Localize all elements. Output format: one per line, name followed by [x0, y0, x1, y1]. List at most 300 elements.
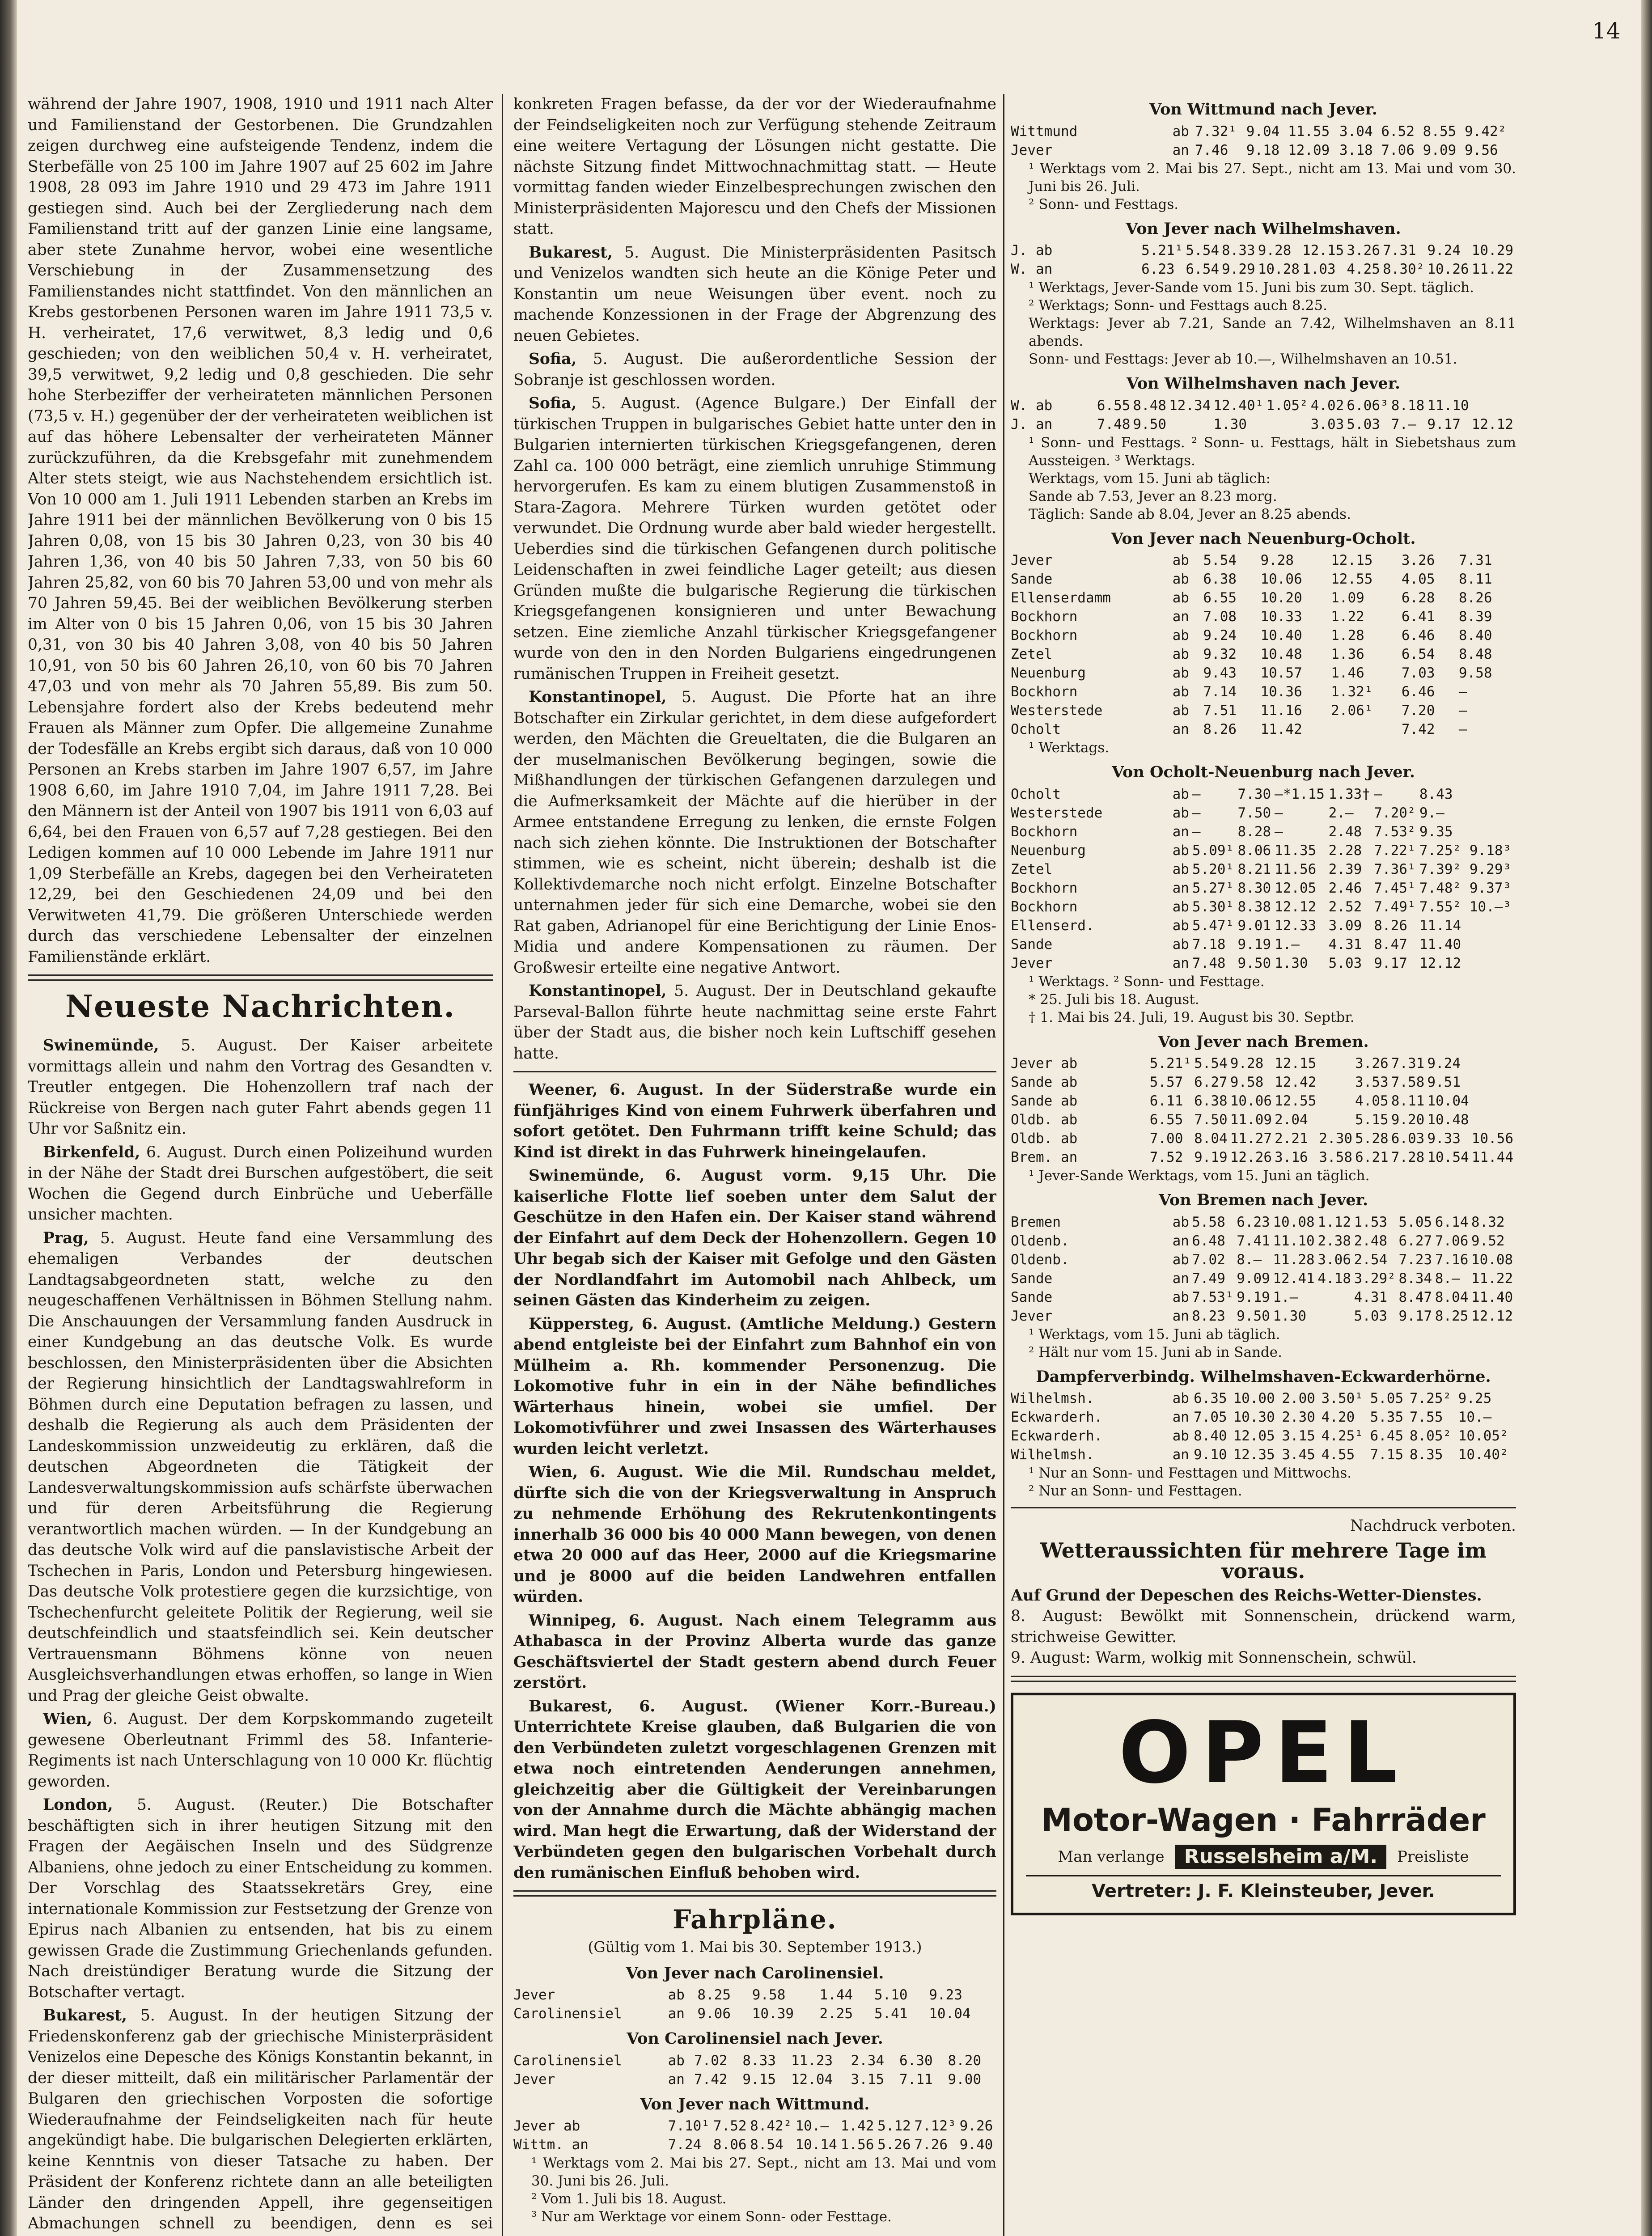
departure-time: 7.48 [1192, 955, 1226, 971]
departure-time: 12.15 [1275, 1055, 1317, 1071]
divider [1011, 1676, 1516, 1682]
departure-time: 2.00 [1282, 1390, 1315, 1406]
divider [513, 1890, 996, 1897]
departure-time: 7.48² 9.37³ [1419, 880, 1512, 896]
departure-time: 7.45¹ [1374, 880, 1416, 896]
departure-time: 6.38 [1203, 571, 1237, 587]
departure-time: 6.55 [1203, 590, 1237, 606]
departure-time: 12.55 [1275, 1093, 1317, 1109]
timetable-row [1011, 415, 1516, 434]
departure-time: 5.21¹ [1141, 242, 1183, 258]
departure-time: 9.29 [1222, 261, 1255, 277]
timetable-row [1011, 1073, 1516, 1092]
departure-time: 9.24 [1203, 627, 1237, 644]
departure-time: 11.22 [1471, 261, 1513, 277]
departure-time: ab [1172, 1214, 1189, 1230]
departure-time: 9.28 [1258, 242, 1292, 258]
departure-time: 7.52 [1149, 1149, 1183, 1165]
news-text: 5. August. Die Ministerpräsidenten Pasitsch und Venizelos wandten sich heute an die Könige Peter und Konstantin um neue Weisungen über event. noch zu machende Konzessionen in der Frage der Abgrenzung des neuen Gebietes. [513, 243, 996, 345]
departure-time: 9.24 [1427, 1055, 1461, 1071]
departure-time: 4.31 [1328, 936, 1362, 953]
timetable-footnote: ¹ Nur an Sonn- und Festtagen und Mittwochs. [1029, 1465, 1352, 1481]
departure-time: an [1172, 1270, 1189, 1287]
timetable-footnote: ² Vom 1. Juli bis 18. August. [531, 2191, 727, 2207]
departure-time: 9.06 [697, 2006, 731, 2022]
departure-time: — [1192, 786, 1201, 802]
departure-time: 11.09 [1230, 1112, 1272, 1128]
departure-time: 7.23 [1398, 1251, 1432, 1268]
krebs-statistics-paragraph: während der Jahre 1907, 1908, 1910 und 1911 nach Alter und Familienstand der Gestorbenen. Die Grundzahlen zeigen durchweg eine aufsteigende Tendenz, indem die Sterbefälle von 25 100 im Jahre 1907 auf 25 602 im Jahre 1908, 28 093 im Jahre 1910 und 29 473 im Jahre 1911 gestiegen sind. Auch bei der Zergliederung nach dem Familienstand tritt auf der ganzen Linie eine langsame, aber stete Zunahme hervor, wobei eine wesentliche Verschiebung in der Zusammensetzung des Familienstandes nicht stattfindet. Von den männlichen an Krebs gestorbenen Personen waren im Jahre 1911 73,5 v. H. verheiratet, 17,6 verwitwet, 8,3 ledig und 0,6 geschieden; von den weiblichen 50,4 v. H. verheiratet, 39,5 verwitwet, 9,2 ledig und 0,8 geschieden. Die sehr hohe Sterbeziffer der verheirateten männlichen Personen (73,5 v. H.) gegenüber der der verheirateten weiblichen ist auf das höhere Lebensalter der verheirateten Männer zurückzuführen, da die Krebsgefahr mit zunehmendem Alter stets steigt, wie aus Nachstehendem ersichtlich ist. Von 10 000 am 1. Juli 1911 Lebenden starben an Krebs im Jahre 1911 bei der männlichen Bevölkerung von 0 bis 15 Jahren 0,08, von 15 bis 30 Jahren 0,23, von 30 bis 40 Jahren 1,36, von 40 bis 50 Jahren 7,33, von 50 bis 60 Jahren 25,82, von 60 bis 70 Jahren 53,00 und von mehr als 70 Jahren 59,45. Bei der weiblichen Bevölkerung sterben im Alter von 0 bis 15 Jahren 0,06, von 15 bis 30 Jahren 0,31, von 30 bis 40 Jahren 3,08, von 40 bis 50 Jahren 10,91, von 50 bis 60 Jahren 26,10, von 60 bis 70 Jahren 47,03 und von mehr als 70 Jahren 55,89. Bis zum 50. Lebensjahre fordert also der Krebs bedeutend mehr Frauen als Männer zum Opfer. Die allgemeine Zunahme der Todesfälle an Krebs ergibt sich daraus, daß von 10 000 Personen an Krebs starben im Jahre 1907 6,57, im Jahre 1908 6,60, im Jahre 1910 7,04, im Jahre 1911 7,28. Bei den Männern ist der Anteil von 1907 bis 1911 von 6,03 auf 6,64, bei den Frauen von 6,57 auf 7,28 gestiegen. Bei den Ledigen kommen auf 10 000 Lebende im Jahre 1911 nur 1,09 Sterbefälle an Krebs, dagegen bei den Verheirateten 12,29, bei den Geschiedenen 24,09 und bei den Verwitweten 41,79. Die größeren Unterschiede werden durch das verschiedene Lebensalter der einzelnen Familienstände erklärt. [28, 95, 493, 966]
departure-time: 1.30 [1274, 955, 1308, 971]
timetable-row [1011, 645, 1516, 664]
timetable-row [1011, 860, 1516, 879]
station-name: Ellenserdamm [1011, 590, 1111, 606]
departure-time: 11.14 [1419, 917, 1461, 934]
departure-time: 8.39 [1458, 609, 1492, 625]
departure-time: 2.46 [1328, 880, 1362, 896]
departure-time: 12.12 [1419, 955, 1461, 971]
departure-time: 9.00 [948, 2071, 982, 2088]
departure-time: 9.56 [1465, 142, 1498, 158]
station-name: Sande ab [1011, 1074, 1078, 1090]
departure-time: 1.12 [1317, 1214, 1351, 1230]
departure-time: 6.54 [1401, 646, 1435, 662]
departure-time: 7.22¹ [1374, 842, 1416, 859]
departure-time: 3.53 [1355, 1074, 1389, 1090]
departure-time: — [1192, 823, 1201, 840]
departure-time: 8.26 [1203, 721, 1237, 737]
timetable-row [513, 1986, 996, 2004]
departure-time: — [1458, 721, 1467, 737]
departure-time: 9.15 [742, 2071, 776, 2088]
news-dateline: Weener, [529, 1081, 598, 1099]
departure-time: 9.43 [1203, 665, 1237, 681]
timetable-footnote: Sonn- und Festtags: Jever ab 10.—, Wilhelmshaven an 10.51. [1029, 351, 1457, 367]
timetable-footnote: ² Sonn- und Festtags. [1029, 196, 1179, 212]
departure-time: 9.50 [1133, 416, 1167, 432]
departure-time: an [1172, 1409, 1189, 1425]
departure-time: — [1374, 786, 1382, 802]
station-name: Carolinensiel [513, 2006, 622, 2022]
departure-time: 10.05² [1458, 1428, 1508, 1444]
departure-time: 11.16 [1260, 703, 1302, 719]
weather-title: Wetteraussichten für mehrere Tage im voraus. [1040, 1538, 1487, 1583]
departure-time: 3.45 [1282, 1447, 1315, 1463]
departure-time: 5.35 [1370, 1409, 1404, 1425]
departure-time: 7.49 [1192, 1270, 1225, 1287]
departure-time: 10.06 [1230, 1093, 1272, 1109]
departure-time: an [1172, 1232, 1189, 1249]
departure-time: 9.50 [1237, 1308, 1270, 1324]
station-name: Bockhorn [1011, 609, 1078, 625]
timetable-row [1011, 720, 1516, 739]
departure-time: 9.26 [959, 2118, 993, 2134]
departure-time: 2.30 [1319, 1131, 1353, 1147]
timetable-row [1011, 1232, 1516, 1250]
news-item [513, 1462, 996, 1608]
departure-time: 6.23 [1141, 261, 1175, 277]
departure-time: 8.— [1237, 1251, 1262, 1268]
departure-time: ab [1172, 861, 1189, 877]
station-name: W. ab [1011, 397, 1053, 414]
news-item [28, 1795, 493, 2003]
departure-time: 8.35 [1409, 1447, 1443, 1463]
departure-time: 11.44 [1471, 1149, 1513, 1165]
news-text: 5. August. Der Kaiser arbeitete vormittags allein und nahm den Vortrag des Gesandten v. Treutler entgegen. Die Hohenzollern traf nach der Rückreise von Bergen nach guter Fahrt abends gegen 11 Uhr vor Saßnitz ein. [28, 1037, 493, 1138]
news-dateline: Wien, [43, 1710, 93, 1728]
timetable-row [1011, 570, 1516, 589]
departure-time: 8.26 [1458, 590, 1492, 606]
departure-time: 11.10 [1273, 1232, 1315, 1249]
departure-time: 8.43 [1419, 786, 1453, 802]
news-list [28, 1035, 493, 2236]
departure-time: 9.52 [1471, 1232, 1505, 1249]
news-dateline: Wien, [529, 1463, 578, 1481]
departure-time: 9.58 [1230, 1074, 1264, 1090]
station-name: Bremen [1011, 1214, 1061, 1230]
timetable [513, 1986, 996, 2023]
departure-time: 8.55 [1423, 123, 1457, 140]
opel-logo: OPEL [1118, 1703, 1408, 1802]
timetable-row [1011, 626, 1516, 645]
weather-item: 8. August: Bewölkt mit Sonnenschein, drückend warm, strichweise Gewitter. [1011, 1607, 1516, 1646]
departure-time: 7.51 [1203, 703, 1237, 719]
timetable-title: Von Wilhelmshaven nach Jever. [1126, 374, 1401, 393]
news-dateline: Bukarest, [529, 243, 613, 262]
departure-time: — [1192, 805, 1201, 821]
timetable-footnote: ¹ Sonn- und Festtags. ² Sonn- u. Festtags, hält in Siebetshaus zum Aussteigen. ³ Werktags. [1029, 434, 1516, 469]
departure-time: 7.41 [1237, 1232, 1270, 1249]
departure-time: 1.53 [1354, 1214, 1388, 1230]
timetable-row [513, 2051, 996, 2070]
ad-vertreter: Vertreter: J. F. Kleinsteuber, Jever. [1026, 1875, 1501, 1902]
departure-time: 10.04 [1427, 1093, 1469, 1109]
departure-time: 2.39 [1328, 861, 1362, 877]
station-name: Bockhorn [1011, 823, 1078, 840]
news-text: 6. August. (Amtliche Meldung.) Gestern abend entgleiste bei der Einfahrt zum Bahnhof ein von Mülheim a. Rh. kommender Personenzug. Die Lokomotive fuhr in ein in der Nähe befindliches Wärterhaus hinein, wobei sie umfiel. Der Lokomotivführer und zwei Insassen des Wärterhauses wurden leicht verletzt. [513, 1315, 996, 1458]
station-name: Bockhorn [1011, 627, 1078, 644]
departure-time: 10.— [795, 2118, 829, 2134]
departure-time: 7.12³ [914, 2118, 956, 2134]
news-item [28, 2005, 493, 2236]
departure-time: 10.04 [929, 2006, 971, 2022]
departure-time: 6.14 [1435, 1214, 1469, 1230]
departure-time: 1.30 [1213, 416, 1247, 432]
departure-time: 7.25² 9.18³ [1419, 842, 1512, 859]
news-text: 5. August. In der heutigen Sitzung der Friedenskonferenz gab der griechische Ministerpräsident Venizelos eine Depesche des Königs Konstantin bekannt, in der dieser mitteilt, daß ein militärischer Parlamentär der Bulgaren den griechischen Vorposten die sofortige Wiederaufnahme der Feindseligkeiten nach für heute angekündigt habe. Die bulgarischen Delegierten erklärten, keine Kenntnis von dieser Tatsache zu haben. Der Präsident der Konferenz richtete dann an alle beteiligten Länder den dringenden Appell, ihre gegenseitigen Abmachungen schnell zu beendigen, denn es sei [28, 2007, 493, 2232]
departure-time: ab [1172, 1390, 1189, 1406]
departure-time: 7.05 [1194, 1409, 1227, 1425]
column-1 [28, 94, 493, 2236]
departure-time: 8.33 [742, 2052, 776, 2069]
news-item [513, 687, 996, 978]
departure-time: 7.42 [1401, 721, 1435, 737]
departure-time: 10.48 [1427, 1112, 1469, 1128]
departure-time: 3.15 [1282, 1428, 1315, 1444]
departure-time: 11.22 [1471, 1270, 1513, 1287]
news-text: 6. August. Der dem Korpskommando zugeteilt gewesene Oberleutnant Frimml des 58. Infanterie-Regiments ist nach Unterschlagung von 10 000 Kr. flüchtig geworden. [28, 1710, 493, 1791]
departure-time: 2.— [1328, 805, 1354, 821]
timetable [1011, 785, 1516, 973]
timetable [513, 2051, 996, 2089]
news-text: 5. August. (Agence Bulgare.) Der Einfall der türkischen Truppen in bulgarisches Gebiet hatte unter den in Bulgarien internierten türkischen Kriegsgefangenen, deren Zahl ca. 100 000 beträgt, eine ziemlich unruhige Stimmung hervorgerufen. Es kam zu einem blutigen Zusammenstoß in Stara-Zagora. Mehrere Türken wurden getötet oder verwundet. Die Ordnung wurde aber bald wieder hergestellt. Ueberdies sind die türkischen Gefangenen durch politische Leidenschaften in zwei feindliche Lager geteilt; aus diesen Gründen mußte die bulgarische Regierung die türkischen Kriegsgefangenen konsignieren und unter Bewachung setzen. Eine ziemliche Anzahl türkischer Kriegsgefangener wurde von den in den Norden Bulgariens eingedrungenen rumänischen Truppen in Freiheit gesetzt. [513, 394, 996, 683]
departure-time: 5.41 [874, 2006, 908, 2022]
departure-time: 7.08 [1203, 609, 1237, 625]
departure-time: an [1172, 1308, 1189, 1324]
station-name: Westerstede [1011, 703, 1103, 719]
timetable-title: Von Wittmund nach Jever. [1149, 100, 1377, 119]
news-text: 5. August. Der in Deutschland gekaufte Parseval-Ballon führte heute nachmittag seine erste Fahrt über der Stadt aus, die bisher noch kein Luftschiff gesehen hatte. [513, 982, 996, 1063]
departure-time: 7.15 [1370, 1447, 1404, 1463]
departure-time: 9.28 [1260, 552, 1294, 568]
departure-time: 5.05 [1398, 1214, 1432, 1230]
departure-time: 9.10 [1194, 1447, 1227, 1463]
departure-time: 6.35 [1194, 1390, 1227, 1406]
departure-time: 9.24 [1427, 242, 1461, 258]
departure-time: 7.46 [1195, 142, 1228, 158]
timetable-row [1011, 1054, 1516, 1073]
departure-time: 8.32 [1471, 1214, 1505, 1230]
departure-time: 7.49¹ [1374, 898, 1416, 915]
timetable-row [1011, 879, 1516, 898]
station-name: Jever [1011, 552, 1053, 568]
departure-time: 8.06 [1237, 842, 1271, 859]
departure-time: 7.16 [1435, 1251, 1469, 1268]
timetable-footnote: ¹ Werktags, Jever-Sande vom 15. Juni bis zum 30. Sept. täglich. [1029, 280, 1474, 296]
departure-time: ab [668, 1987, 685, 2003]
departure-time: 8.04 [1435, 1289, 1469, 1305]
departure-time: 3.15 [851, 2071, 885, 2088]
departure-time: 11.35 [1274, 842, 1317, 859]
departure-time: 7.36¹ [1374, 861, 1416, 877]
departure-time: 10.57 [1260, 665, 1302, 681]
departure-time: 7.31 [1391, 1055, 1425, 1071]
news-text: 5. August. Die Pforte hat an ihre Botschafter ein Zirkular gerichtet, in dem diese aufgefordert werden, den Mächten die Greueltaten, die die Bulgaren an der muselmanischen Bevölkerung begingen, sowie die Mißhandlungen der türkischen Gefangenen darzulegen und die Aufmerksamkeit der Mächte auf die hierüber in der Armee entstandene Erregung zu lenken, die ernste Folgen nach sich ziehen könnte. Die Instruktionen der Botschafter stimmen, wie es scheint, nicht überein; deshalb ist die Kollektivdemarche noch nicht erfolgt. Einzelne Botschafter unternahmen jeder für sich eine Demarche, wobei sie den Rat gaben, Adrianopel für eine Berichtigung der Linie Enos-Midia und andere Kompensationen zu räumen. Der Großwesir erteilte eine negative Antwort. [513, 688, 996, 977]
departure-time: 1.— [1273, 1289, 1298, 1305]
station-name: Ocholt [1011, 786, 1061, 802]
departure-time: 5.09¹ [1192, 842, 1234, 859]
departure-time: 1.09 [1331, 590, 1364, 606]
departure-time: 3.26 [1401, 552, 1435, 568]
departure-time: 7.14 [1203, 684, 1237, 700]
departure-time: 8.30 [1237, 880, 1271, 896]
timetable-row [513, 2004, 996, 2023]
departure-time: 5.15 [1355, 1112, 1389, 1128]
timetable-footnote: ³ Nur am Werktage vor einem Sonn- oder Festtage. [531, 2209, 892, 2225]
departure-time: 1.28 [1331, 627, 1364, 644]
latest-telegrams [513, 1080, 996, 1883]
departure-time: 4.55 [1321, 1447, 1355, 1463]
departure-time: 7.55² 10.—³ [1419, 898, 1512, 915]
news-dateline: Konstantinopel, [529, 688, 667, 706]
departure-time: 9.17 [1427, 416, 1461, 432]
departure-time: 10.29 [1471, 242, 1513, 258]
departure-time: 8.25 [697, 1987, 731, 2003]
station-name: Sande [1011, 1289, 1053, 1305]
departure-time: 3.29² [1354, 1270, 1396, 1287]
departure-time: 7.50 [1237, 805, 1271, 821]
station-name: Sande [1011, 571, 1053, 587]
departure-time: 3.03 [1310, 416, 1344, 432]
departure-time: 9.33 [1427, 1131, 1461, 1147]
departure-time: 9.23 [929, 1987, 962, 2003]
departure-time: 11.40 [1419, 936, 1461, 953]
divider [513, 1071, 996, 1072]
station-name: Oldb. ab [1011, 1112, 1078, 1128]
departure-time: — [1274, 805, 1283, 821]
departure-time [1317, 1288, 1354, 1307]
departure-time: ab [1172, 936, 1189, 953]
departure-time: 1.56 [840, 2137, 874, 2153]
station-name: Zetel [1011, 861, 1053, 877]
departure-time: 11.28 [1273, 1251, 1315, 1268]
news-item [513, 1314, 996, 1460]
station-name: Ellenserd. [1011, 917, 1094, 934]
departure-time: 6.27 [1194, 1074, 1228, 1090]
departure-time: 5.20¹ [1192, 861, 1234, 877]
departure-time: ab [1172, 684, 1189, 700]
timetable-row [1011, 260, 1516, 279]
departure-time: 6.21 [1355, 1149, 1389, 1165]
news-text: 6. August. In der Süderstraße wurde ein fünfjähriges Kind von einem Fuhrwerk überfahren und sofort getötet. Den Fuhrmann trifft keine Schuld; das Kind ist direkt in das Fuhrwerk hineingelaufen. [513, 1081, 996, 1161]
news-dateline: Birkenfeld, [43, 1143, 140, 1161]
news-dateline: Swinemünde, [529, 1167, 645, 1185]
departure-time: 10.39 [752, 2006, 794, 2022]
departure-time: 3.50¹ [1321, 1390, 1363, 1406]
station-name: Wittm. an [513, 2137, 589, 2153]
departure-time: 5.10 [874, 1987, 908, 2003]
weather-item: 9. August: Warm, wolkig mit Sonnenschein, schwül. [1011, 1649, 1417, 1667]
news-dateline: Bukarest, [529, 1697, 613, 1715]
departure-time: 4.31 [1354, 1289, 1388, 1305]
departure-time: 1.05² [1266, 397, 1308, 414]
departure-time: 1.44 [819, 1987, 853, 2003]
departure-time: 9.04 [1246, 123, 1280, 140]
station-name: Carolinensiel [513, 2052, 622, 2069]
departure-time: 5.54 [1194, 1055, 1228, 1071]
timetable-row [1011, 1250, 1516, 1269]
page-binding-edge [0, 0, 17, 2236]
weather-intro: Auf Grund der Depeschen des Reichs-Wetter-Dienstes. [1011, 1586, 1482, 1605]
ad-city: Russelsheim a/M. [1175, 1845, 1386, 1869]
timetable-row [1011, 1445, 1516, 1464]
departure-time: 1.46 [1331, 665, 1364, 681]
departure-time: 5.03 [1347, 416, 1381, 432]
departure-time: 4.05 [1355, 1093, 1389, 1109]
column-rule-2 [1003, 94, 1004, 2236]
timetable-footnote: ¹ Werktags. [1029, 740, 1110, 756]
timetable-row [1011, 589, 1516, 607]
departure-time: 9.58 [1458, 665, 1492, 681]
departure-time: 6.54 [1186, 261, 1220, 277]
departure-time: 7.53² [1374, 823, 1416, 840]
news-item [28, 1142, 493, 1225]
departure-time: 7.18 [1192, 936, 1226, 953]
departure-time: 9.17 [1374, 955, 1407, 971]
timetable-row [1011, 122, 1516, 141]
departure-time: 1.36 [1331, 646, 1364, 662]
departure-time: 2.52 [1328, 898, 1362, 915]
departure-time: 12.55 [1331, 571, 1373, 587]
timetable-row [1011, 1092, 1516, 1110]
departure-time: 7.02 [1192, 1251, 1225, 1268]
timetable-row [1011, 1427, 1516, 1445]
timetable-row [1011, 701, 1516, 720]
departure-time: 6.03 [1391, 1131, 1425, 1147]
news-text: 5. August. Die außerordentliche Session der Sobranje ist geschlossen worden. [513, 350, 996, 389]
departure-time: — [1458, 684, 1467, 700]
departure-time: 4.20 [1321, 1409, 1355, 1425]
departure-time: ab [1172, 1251, 1189, 1268]
departure-time: 8.28 [1237, 823, 1271, 840]
news-dateline: Bukarest, [43, 2007, 127, 2024]
timetable-title: Von Bremen nach Jever. [1158, 1191, 1368, 1209]
news-item [28, 1709, 493, 1792]
departure-time: 5.03 [1328, 955, 1362, 971]
departure-time: 6.30 [899, 2052, 933, 2069]
departure-time: 12.26 [1230, 1149, 1272, 1165]
page-number: 14 [1592, 18, 1621, 44]
departure-time: 1.42 [840, 2118, 874, 2134]
timetable [1011, 396, 1516, 434]
timetable-row [1011, 664, 1516, 682]
news-dateline: London, [43, 1796, 113, 1814]
departure-time: 11.42 [1260, 721, 1302, 737]
departure-time: 9.09 [1423, 142, 1457, 158]
divider [1011, 1507, 1516, 1508]
departure-time: 6.38 [1194, 1093, 1228, 1109]
departure-time: 12.40¹ [1213, 397, 1264, 414]
departure-time: 6.48 [1192, 1232, 1225, 1249]
timetable-footnote: * 25. Juli bis 18. August. [1029, 991, 1199, 1008]
station-name: Oldenb. [1011, 1251, 1069, 1268]
ad-tagline: Motor-Wagen · Fahrräder [1041, 1801, 1486, 1838]
station-name: Bockhorn [1011, 898, 1078, 915]
departure-time: 12.12 [1274, 898, 1317, 915]
news-dateline: Konstantinopel, [529, 982, 667, 1000]
timetable-title: Dampferverbindg. Wilhelmshaven-Eckwarderhörne. [1036, 1367, 1491, 1386]
departure-time: 9.40 [959, 2137, 993, 2153]
station-name: Ocholt [1011, 721, 1061, 737]
departure-time: an [1172, 609, 1189, 625]
timetable-title: Von Jever nach Wittmund. [640, 2095, 870, 2113]
departure-time: 1.30 [1273, 1308, 1307, 1324]
departure-time: 2.06¹ [1331, 703, 1373, 719]
departure-time: 7.20 [1401, 703, 1435, 719]
departure-time: 7.58 [1391, 1074, 1425, 1090]
timetable-row [1011, 1148, 1516, 1167]
departure-time: 4.25¹ [1321, 1428, 1363, 1444]
departure-time: 4.25 [1347, 261, 1381, 277]
departure-time: 3.16 [1275, 1149, 1308, 1165]
departure-time: an [1172, 823, 1189, 840]
departure-time: 3.58 [1319, 1149, 1353, 1165]
departure-time: 8.40 [1194, 1428, 1227, 1444]
departure-time: 2.28 [1328, 842, 1362, 859]
timetable-row [1011, 841, 1516, 860]
departure-time: — [1274, 823, 1283, 840]
departure-time: ab [1172, 646, 1189, 662]
departure-time: ab [1172, 1289, 1189, 1305]
departure-time: 3.06 [1317, 1251, 1351, 1268]
station-name: Neuenburg [1011, 665, 1086, 681]
station-name: Jever ab [1011, 1055, 1078, 1071]
timetable-row [1011, 785, 1516, 804]
timetable-row [1011, 804, 1516, 822]
departure-time: 10.48 [1260, 646, 1302, 662]
station-name: Wilhelmsh. [1011, 1447, 1094, 1463]
news-dateline: Sofia, [529, 394, 577, 412]
